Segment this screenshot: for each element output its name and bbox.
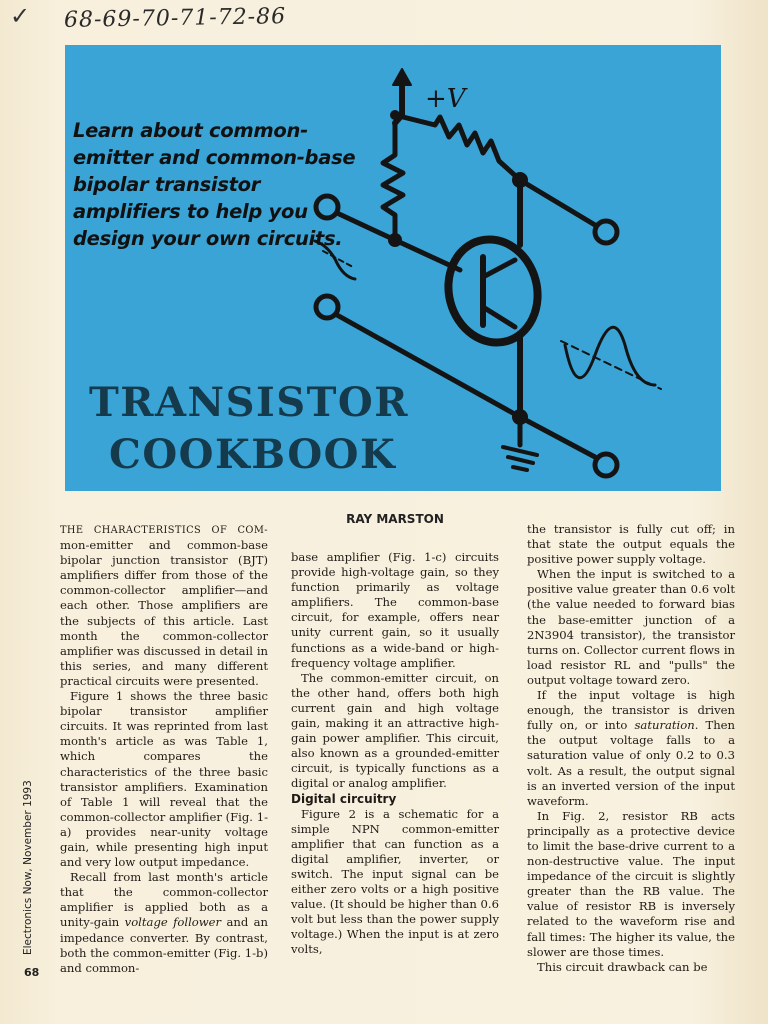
paragraph: base amplifier (Fig. 1-c) circuits provide high-voltage gain, so they function primarily as voltage amplifiers. The common-base circuit, for example, offers near unity current gain, so it usually functions as a wide-band or high-frequency voltage amplifier. (291, 550, 499, 670)
banner-tagline: Learn about common-emitter and common-base bipolar transistor amplifiers to help you design your own circuits. (73, 119, 356, 250)
paragraph: THE CHARACTERISTICS OF COM- mon-emitter and common-base bipolar junction transistor (BJT) amplifiers differ from those of the common-collector amplifier—and each other. Those amplifiers are the subjects of this article. Last month the common-collector amplifier was discussed in detail in this series, and many different practical circuits were presented. (60, 525, 268, 688)
lead-in: THE CHARACTERISTICS OF COM- (60, 525, 268, 536)
page-number: 68 (24, 966, 40, 979)
plus-v-label: +V (425, 84, 466, 114)
paragraph: Figure 2 is a schematic for a simple NPN common-emitter amplifier that can function as a digital amplifier, inverter, or switch. The input signal can be either zero volts or a high positive value. (It should be higher than 0.6 volt but less than the power supply voltage.) When the input is at zero volts, (291, 806, 499, 957)
text-column-1 (60, 522, 268, 976)
paragraph: If the input voltage is high enough, the transistor is driven fully on, or into saturation. Then the output voltage falls to a saturation value of only 0.2 to 0.3 volt. As a result, the output signal is an inverted version of the input waveform. (527, 688, 735, 808)
author-byline: RAY MARSTON (346, 512, 444, 526)
title-line-1: TRANSISTOR (89, 379, 409, 426)
handwritten-check-mark: ✓ (10, 2, 31, 30)
title-line-2: COOKBOOK (109, 431, 397, 478)
paragraph: Figure 1 shows the three basic bipolar transistor amplifier circuits. It was reprinted from last month's article as was Table 1, which compares the characteristics of the three basic transistor amplifiers. Examination of Table 1 will reveal that the common-collector amplifier (Fig. 1-a) provides near-unity voltage gain, while presenting high input and very low output impedance. (60, 689, 268, 870)
text-column-3 (527, 522, 735, 975)
paragraph: When the input is switched to a positive value greater than 0.6 volt (the value needed to forward bias the base-emitter junction of a 2N3904 transistor), the transistor turns on. Collector current flows in load resistor RL and "pulls" the output voltage toward zero. (527, 567, 735, 687)
title-banner (65, 45, 721, 491)
paragraph: the transistor is fully cut off; in that state the output equals the positive power supply voltage. (527, 522, 735, 567)
section-heading: Digital circuitry (291, 791, 397, 806)
article-title (89, 377, 429, 481)
paragraph: This circuit drawback can be (537, 959, 708, 974)
paragraph: The common-emitter circuit, on the other hand, offers both high current gain and high voltage gain, making it an attractive high-gain power amplifier. This circuit, also known as a grounded-emitter circuit, is typically functions as a digital or analog amplifier. (291, 670, 499, 791)
paragraph: Recall from last month's article that the common-collector amplifier is applied both as a unity-gain voltage follower and an impedance converter. By contrast, both the common-emitter (Fig. 1-b) and common- (60, 870, 268, 975)
text-column-2 (291, 550, 499, 958)
paragraph: In Fig. 2, resistor RB acts principally as a protective device to limit the base-drive current to a non-destructive value. The input impedance of the circuit is slightly greater than the RB value. The value of resistor RB is inversely related to the waveform rise and fall times: The higher its value, the slower are those times. (527, 808, 735, 959)
magazine-issue-label: Electronics Now, November 1993 (22, 780, 34, 955)
handwritten-page-numbers: 68-69-70-71-72-86 (63, 4, 287, 33)
